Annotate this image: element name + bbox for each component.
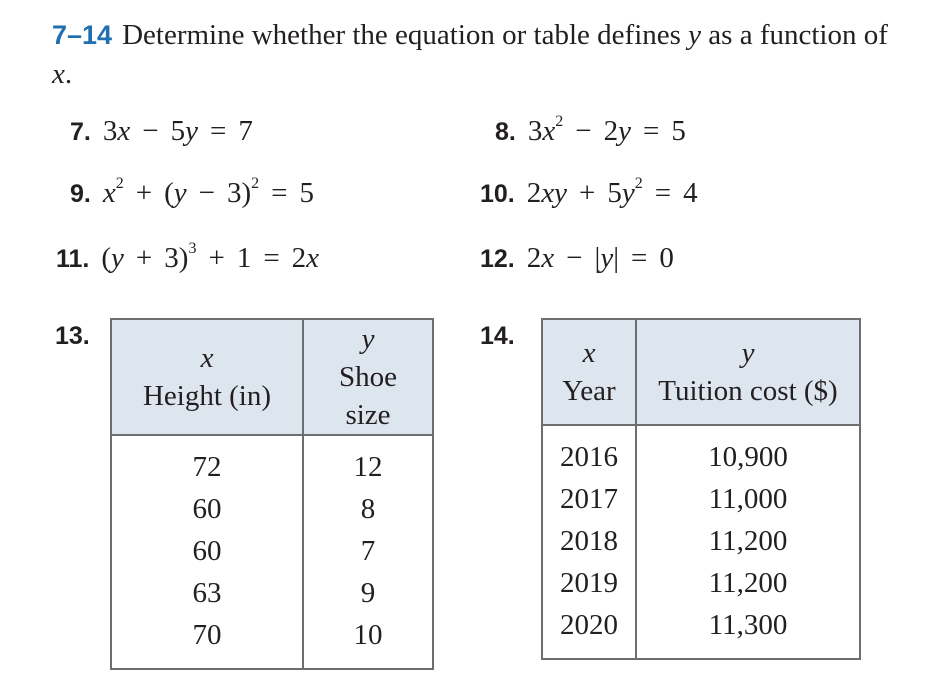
- problem-number: 7.: [70, 118, 91, 146]
- table-header-cell: [111, 319, 303, 435]
- problem-14-table: [541, 318, 861, 660]
- table-row: [111, 488, 433, 530]
- table-row: [111, 530, 433, 572]
- problem-13-table: [110, 318, 434, 670]
- table-row: [111, 614, 433, 669]
- table-row: [111, 572, 433, 614]
- table-row: [542, 425, 860, 478]
- equation: $2xy + 5y^2 = 4$: [526, 175, 698, 209]
- problem-14-number: 14.: [480, 322, 515, 350]
- table-cell: 2020: [542, 604, 636, 659]
- table-header-cell: [303, 319, 433, 435]
- problem-13-number: 13.: [55, 322, 90, 350]
- instruction-var-x: x: [52, 58, 65, 90]
- problem-number: 11.: [56, 245, 90, 273]
- equation: 2x − |y| = 0: [526, 242, 674, 274]
- table-cell: 10,900: [708, 441, 788, 473]
- table-cell: 11,200: [708, 525, 788, 557]
- equation: 3x − 5y = 7: [102, 115, 253, 147]
- table-cell: 11,000: [708, 483, 788, 515]
- table-header-cell: [542, 319, 636, 425]
- table-row: [111, 435, 433, 488]
- table-header-cell: [636, 319, 860, 425]
- problem-number: 9.: [70, 180, 91, 208]
- table-cell: 2018: [542, 520, 636, 562]
- instruction-var-y: y: [688, 19, 702, 51]
- equation: $3x^2 - 2y = 5$: [527, 113, 686, 147]
- header-var: x: [582, 337, 596, 369]
- header-var: y: [741, 337, 755, 369]
- problem-12: [480, 240, 674, 277]
- header-var: x: [200, 342, 214, 374]
- table-cell: 2017: [542, 478, 636, 520]
- table-row: [542, 562, 860, 604]
- table-cell: 72: [111, 435, 303, 488]
- table-cell: 12: [353, 451, 383, 483]
- table-cell: 10: [353, 619, 383, 651]
- problem-number: 8.: [495, 118, 516, 146]
- table-cell: 2019: [542, 562, 636, 604]
- problem-8: [495, 113, 686, 150]
- problem-9: [70, 175, 314, 212]
- table-cell: 2016: [542, 425, 636, 478]
- header-label: Year: [562, 375, 616, 407]
- instruction-text-1: Determine whether the equation or table defines: [122, 19, 681, 51]
- table-cell: 60: [111, 488, 303, 530]
- problem-7: [70, 113, 253, 150]
- exercise-instructions: [52, 16, 912, 94]
- table-cell: 11,200: [708, 567, 788, 599]
- table-cell: 9: [360, 577, 376, 609]
- header-label: Height (in): [142, 380, 272, 412]
- equation: $x^2 + (y - 3)^2 = 5$: [102, 175, 315, 209]
- equation: $(y + 3)^3 + 1 = 2x$: [101, 240, 320, 274]
- instruction-text-2: as a function of: [708, 19, 888, 51]
- table-row: [542, 520, 860, 562]
- table-cell: 11,300: [708, 609, 788, 641]
- problem-number: 12.: [480, 245, 515, 273]
- table-row: [542, 478, 860, 520]
- problem-10: [480, 175, 698, 212]
- problem-number: 10.: [480, 180, 515, 208]
- table-cell: 60: [111, 530, 303, 572]
- header-var: y: [361, 323, 375, 355]
- exercise-range: 7–14: [52, 20, 113, 50]
- table-row: [542, 604, 860, 659]
- table-cell: 8: [360, 493, 376, 525]
- table-cell: 63: [111, 572, 303, 614]
- table-cell: 70: [111, 614, 303, 669]
- table-cell: 7: [360, 535, 376, 567]
- instruction-text-end: .: [64, 58, 73, 90]
- header-label: Shoe size: [339, 361, 397, 431]
- header-label: Tuition cost ($): [658, 375, 838, 407]
- problem-11: [56, 240, 319, 277]
